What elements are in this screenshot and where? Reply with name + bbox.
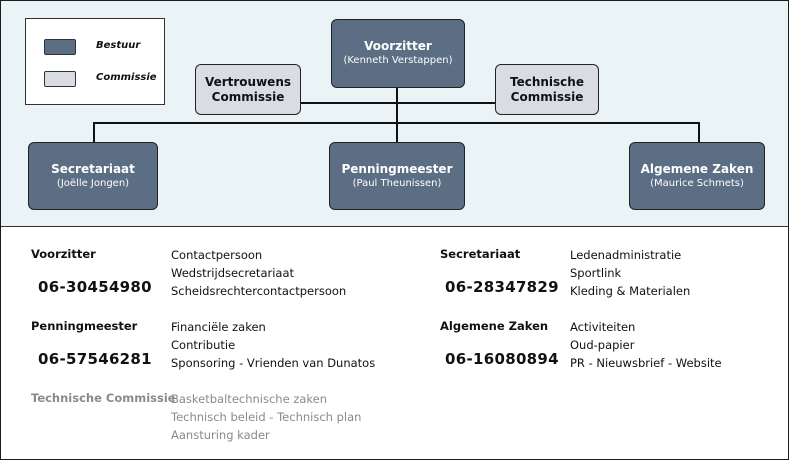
treasurer-phone: 06-57546281 (38, 350, 152, 368)
general-affairs-title: Algemene Zaken (640, 161, 754, 176)
legend (25, 18, 165, 105)
connector-chair-vertical (396, 88, 398, 123)
technical-role-label: Technische Commissie (31, 391, 176, 405)
secretary-title: Secretariaat (51, 161, 135, 176)
chair-phone: 06-30454980 (38, 278, 152, 296)
secretary-duty: Sportlink (570, 266, 622, 280)
treasurer-duty: Financiële zaken (171, 320, 266, 334)
legend-board-label: Bestuur (96, 40, 141, 51)
treasurer-duty: Contributie (171, 338, 236, 352)
secretary-phone: 06-28347829 (445, 278, 559, 296)
technical-committee-line1: Technische (510, 74, 584, 89)
treasurer-title: Penningmeester (341, 161, 453, 176)
connector-secretary (93, 122, 95, 142)
technical-committee-line2: Commissie (510, 89, 584, 104)
treasurer-role-label: Penningmeester (31, 319, 138, 333)
treasurer-duty: Sponsoring - Vrienden van Dunatos (171, 356, 376, 370)
technical-committee-box (495, 64, 599, 115)
chair-duty: Wedstrijdsecretariaat (171, 266, 295, 280)
legend-committee-swatch (44, 71, 76, 87)
secretary-duty: Kleding & Materialen (570, 284, 691, 298)
org-chart-area (1, 1, 788, 227)
secretary-duty: Ledenadministratie (570, 248, 682, 262)
technical-duty: Aansturing kader (171, 428, 270, 442)
general-affairs-duty: Oud-papier (570, 338, 635, 352)
treasurer-person: (Paul Theunissen) (352, 177, 442, 189)
general-affairs-person: (Maurice Schmets) (650, 177, 744, 189)
legend-board-swatch (44, 39, 76, 55)
connector-general-affairs (698, 122, 700, 142)
treasurer-duties (171, 318, 375, 372)
technical-duty: Technisch beleid - Technisch plan (171, 410, 362, 424)
chair-role-label: Voorzitter (31, 247, 96, 261)
general-affairs-phone: 06-16080894 (445, 350, 559, 368)
chair-duties (171, 246, 346, 300)
trust-committee-box (195, 64, 301, 115)
secretary-person: (Joëlle Jongen) (56, 177, 130, 189)
secretary-duties (570, 246, 690, 300)
chair-title: Voorzitter (364, 39, 432, 53)
general-affairs-duty: PR - Nieuwsbrief - Website (570, 356, 722, 370)
general-affairs-role-label: Algemene Zaken (440, 319, 549, 333)
secretary-box (28, 142, 158, 210)
chair-person: (Kenneth Verstappen) (343, 55, 453, 66)
secretary-role-label: Secretariaat (440, 247, 521, 261)
trust-committee-line2: Commissie (211, 89, 285, 104)
chair-duty: Scheidsrechtercontactpersoon (171, 284, 347, 298)
legend-committee-label: Commissie (96, 72, 157, 83)
general-affairs-box (629, 142, 765, 210)
connector-treasurer (396, 122, 398, 142)
general-affairs-duty: Activiteiten (570, 320, 636, 334)
technical-duty: Basketbaltechnische zaken (171, 392, 328, 406)
general-affairs-duties (570, 318, 722, 372)
technical-duties (171, 390, 361, 444)
treasurer-box (329, 142, 465, 210)
connector-committees (301, 102, 495, 104)
chair-box (331, 19, 465, 88)
trust-committee-line1: Vertrouwens (204, 74, 292, 89)
chair-duty: Contactpersoon (171, 248, 263, 262)
